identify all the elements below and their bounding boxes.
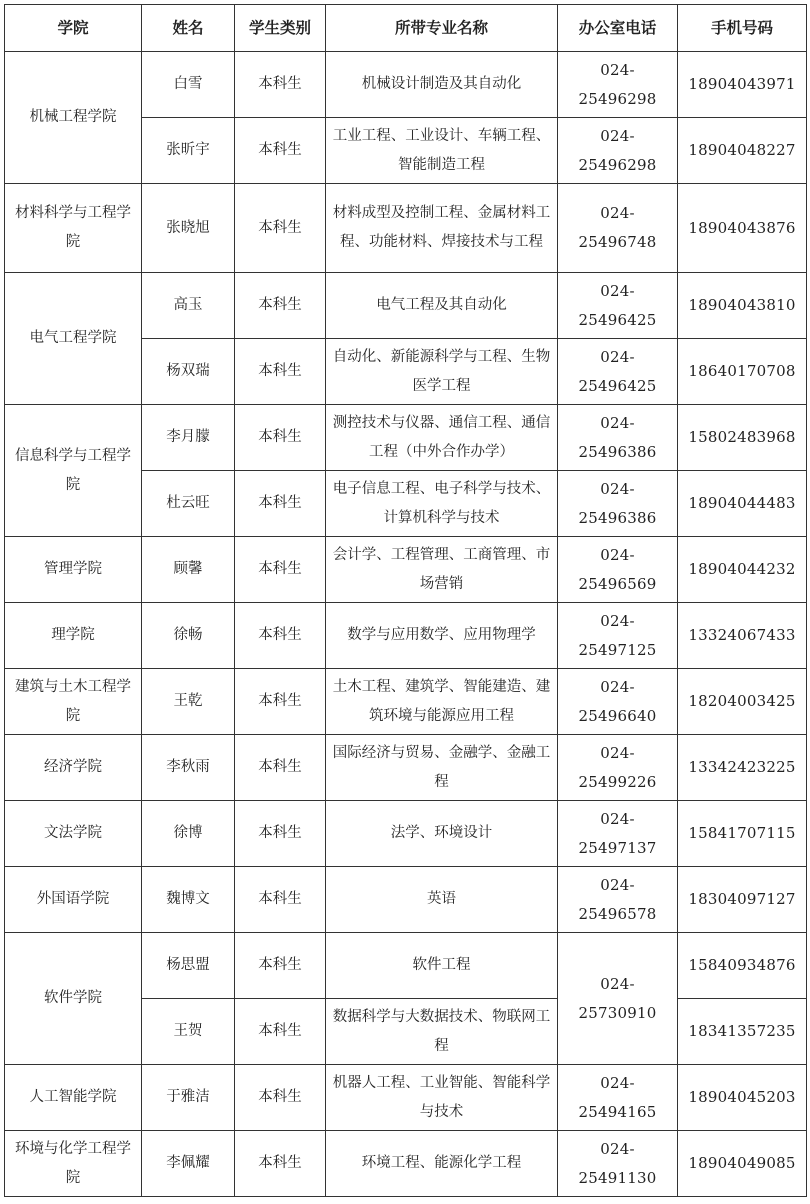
- table-row: [5, 801, 807, 867]
- student-type: 本科生: [235, 867, 326, 933]
- contact-name: 徐博: [142, 801, 235, 867]
- college-name: 环境与化学工程学院: [5, 1131, 142, 1197]
- header-college: 学院: [5, 5, 142, 52]
- college-name: 理学院: [5, 603, 142, 669]
- contact-name: 白雪: [142, 52, 235, 118]
- mobile-phone: 18904043810: [678, 273, 807, 339]
- office-phone: 024-25496425: [558, 339, 678, 405]
- table-row: [5, 1131, 807, 1197]
- contact-name: 杜云旺: [142, 471, 235, 537]
- college-name: 经济学院: [5, 735, 142, 801]
- table-row: [5, 933, 807, 999]
- mobile-phone: 18341357235: [678, 999, 807, 1065]
- table-row: [5, 669, 807, 735]
- table-body: [5, 52, 807, 1197]
- office-phone: 024-25496298: [558, 118, 678, 184]
- major-names: 会计学、工程管理、工商管理、市场营销: [326, 537, 558, 603]
- header-row: [5, 5, 807, 52]
- major-names: 测控技术与仪器、通信工程、通信工程（中外合作办学）: [326, 405, 558, 471]
- header-name: 姓名: [142, 5, 235, 52]
- student-type: 本科生: [235, 603, 326, 669]
- college-name: 机械工程学院: [5, 52, 142, 184]
- student-type: 本科生: [235, 1131, 326, 1197]
- mobile-phone: 18904044232: [678, 537, 807, 603]
- contact-name: 顾馨: [142, 537, 235, 603]
- major-names: 材料成型及控制工程、金属材料工程、功能材料、焊接技术与工程: [326, 184, 558, 273]
- student-type: 本科生: [235, 118, 326, 184]
- table-row: [5, 1065, 807, 1131]
- office-phone: 024-25496386: [558, 471, 678, 537]
- table-row: [5, 867, 807, 933]
- table-row: [5, 735, 807, 801]
- table-row: [5, 184, 807, 273]
- mobile-phone: 18904043971: [678, 52, 807, 118]
- contact-name: 王贺: [142, 999, 235, 1065]
- contact-name: 高玉: [142, 273, 235, 339]
- major-names: 土木工程、建筑学、智能建造、建筑环境与能源应用工程: [326, 669, 558, 735]
- office-phone: 024-25496386: [558, 405, 678, 471]
- major-names: 电子信息工程、电子科学与技术、计算机科学与技术: [326, 471, 558, 537]
- contact-name: 杨思盟: [142, 933, 235, 999]
- contact-name: 王乾: [142, 669, 235, 735]
- student-type: 本科生: [235, 339, 326, 405]
- office-phone: 024-25491130: [558, 1131, 678, 1197]
- major-names: 环境工程、能源化学工程: [326, 1131, 558, 1197]
- mobile-phone: 15840934876: [678, 933, 807, 999]
- student-type: 本科生: [235, 471, 326, 537]
- student-type: 本科生: [235, 405, 326, 471]
- mobile-phone: 18904043876: [678, 184, 807, 273]
- student-type: 本科生: [235, 999, 326, 1065]
- mobile-phone: 13324067433: [678, 603, 807, 669]
- office-phone: 024-25496640: [558, 669, 678, 735]
- college-name: 管理学院: [5, 537, 142, 603]
- student-type: 本科生: [235, 669, 326, 735]
- major-names: 法学、环境设计: [326, 801, 558, 867]
- contact-name: 李佩耀: [142, 1131, 235, 1197]
- college-name: 材料科学与工程学院: [5, 184, 142, 273]
- office-phone: 024-25496569: [558, 537, 678, 603]
- mobile-phone: 18304097127: [678, 867, 807, 933]
- student-type: 本科生: [235, 1065, 326, 1131]
- mobile-phone: 18904044483: [678, 471, 807, 537]
- student-type: 本科生: [235, 184, 326, 273]
- major-names: 工业工程、工业设计、车辆工程、智能制造工程: [326, 118, 558, 184]
- office-phone: 024-25496298: [558, 52, 678, 118]
- college-name: 外国语学院: [5, 867, 142, 933]
- major-names: 自动化、新能源科学与工程、生物医学工程: [326, 339, 558, 405]
- student-type: 本科生: [235, 537, 326, 603]
- student-type: 本科生: [235, 933, 326, 999]
- mobile-phone: 18904049085: [678, 1131, 807, 1197]
- contact-table: [4, 4, 807, 1197]
- contact-name: 魏博文: [142, 867, 235, 933]
- office-phone: 024-25496748: [558, 184, 678, 273]
- table-row: [5, 273, 807, 339]
- office-phone: 024-25497125: [558, 603, 678, 669]
- major-names: 数学与应用数学、应用物理学: [326, 603, 558, 669]
- student-type: 本科生: [235, 735, 326, 801]
- college-name: 软件学院: [5, 933, 142, 1065]
- contact-name: 杨双瑞: [142, 339, 235, 405]
- contact-name: 于雅洁: [142, 1065, 235, 1131]
- college-name: 文法学院: [5, 801, 142, 867]
- mobile-phone: 18204003425: [678, 669, 807, 735]
- contact-name: 李月朦: [142, 405, 235, 471]
- header-office-phone: 办公室电话: [558, 5, 678, 52]
- college-name: 信息科学与工程学院: [5, 405, 142, 537]
- major-names: 电气工程及其自动化: [326, 273, 558, 339]
- header-student-type: 学生类别: [235, 5, 326, 52]
- college-name: 人工智能学院: [5, 1065, 142, 1131]
- office-phone: 024-25730910: [558, 933, 678, 1065]
- student-type: 本科生: [235, 801, 326, 867]
- contact-name: 张昕宇: [142, 118, 235, 184]
- contact-name: 李秋雨: [142, 735, 235, 801]
- office-phone: 024-25497137: [558, 801, 678, 867]
- header-mobile: 手机号码: [678, 5, 807, 52]
- mobile-phone: 18904048227: [678, 118, 807, 184]
- mobile-phone: 18640170708: [678, 339, 807, 405]
- office-phone: 024-25496425: [558, 273, 678, 339]
- table-row: [5, 52, 807, 118]
- office-phone: 024-25494165: [558, 1065, 678, 1131]
- table-row: [5, 537, 807, 603]
- college-name: 建筑与土木工程学院: [5, 669, 142, 735]
- mobile-phone: 15802483968: [678, 405, 807, 471]
- student-type: 本科生: [235, 273, 326, 339]
- major-names: 英语: [326, 867, 558, 933]
- mobile-phone: 15841707115: [678, 801, 807, 867]
- office-phone: 024-25496578: [558, 867, 678, 933]
- mobile-phone: 13342423225: [678, 735, 807, 801]
- major-names: 机械设计制造及其自动化: [326, 52, 558, 118]
- contact-name: 张晓旭: [142, 184, 235, 273]
- major-names: 国际经济与贸易、金融学、金融工程: [326, 735, 558, 801]
- header-major: 所带专业名称: [326, 5, 558, 52]
- major-names: 机器人工程、工业智能、智能科学与技术: [326, 1065, 558, 1131]
- college-name: 电气工程学院: [5, 273, 142, 405]
- table-row: [5, 405, 807, 471]
- mobile-phone: 18904045203: [678, 1065, 807, 1131]
- office-phone: 024-25499226: [558, 735, 678, 801]
- contact-name: 徐畅: [142, 603, 235, 669]
- table-row: [5, 603, 807, 669]
- major-names: 数据科学与大数据技术、物联网工程: [326, 999, 558, 1065]
- major-names: 软件工程: [326, 933, 558, 999]
- student-type: 本科生: [235, 52, 326, 118]
